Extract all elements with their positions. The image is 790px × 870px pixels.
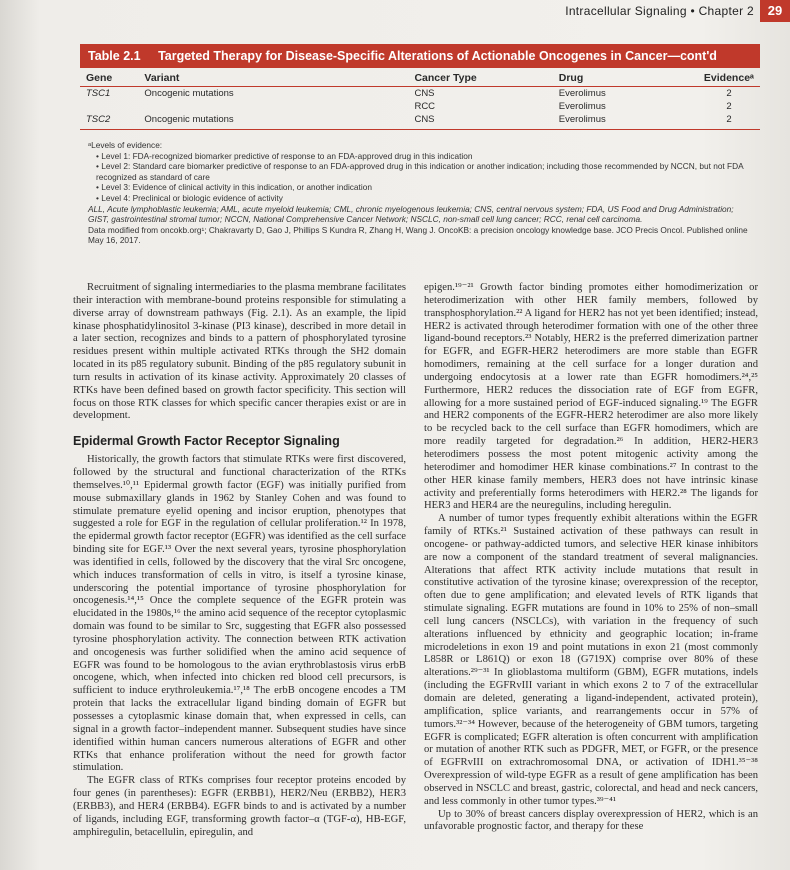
table-row — [80, 100, 760, 113]
left-text-column — [73, 282, 406, 839]
evidence-level-2: • Level 2: Standard care biomarker predictive of response to an FDA-approved drug in this indication or another indication; including those recommended by NCCN, but not FDA recognized as standard of care — [96, 161, 744, 182]
cell-variant: Oncogenic mutations — [144, 88, 234, 99]
table-footnotes — [88, 140, 754, 246]
table-number: Table 2.1 — [88, 49, 141, 63]
paragraph: epigen.¹⁹⁻²¹ Growth factor binding promotes either homodimerization or heterodimerization with other HER family members, followed by transphosphorylation.²² A ligand for HER2 has not yet been identified; instead, HER2 is activated through heterodimer formation with one of the other three ligand-bound receptors.²³ Notably, HER2 is the preferred dimerization partner for EGFR, and EGFR-HER2 heterodimers are more stable than EGFR homodimers, remaining at the cell surface for a longer duration and undergoing endocytosis at a lower rate than EGFR homodimers.²⁴,²⁵ Furthermore, HER2 reduces the dissociation rate of EGF from EGFR, allowing for a more sustained period of EGF-induced signaling.¹⁹ The EGFR and HER2 components of the EGFR-HER2 heterodimer are also more likely to be recycled back to the cell surface than EGFR homodimers, which are more readily targeted for degradation.²⁶ In addition, HER2-HER3 heterodimers possess the most potent mitogenic activity among the heterodimer and homodimer HER kinase combinations.²⁷ In contrast to the other HER kinase family members, HER3 does not have intrinsic kinase activity and preferentially forms heterodimers with HER2.²⁸ The ligands for HER3 and HER4 are the neuregulins, including heregulin. — [424, 282, 758, 512]
evidence-level-3: • Level 3: Evidence of clinical activity in this indication, or another indication — [96, 182, 372, 193]
col-evidence: Evidenceᵃ — [698, 68, 760, 87]
paragraph: Up to 30% of breast cancers display overexpression of HER2, which is an unfavorable prognostic factor, and therapy for these — [424, 808, 758, 833]
evidence-level-4: • Level 4: Preclinical or biologic evidence of activity — [96, 192, 283, 203]
table-header-row — [80, 68, 760, 87]
cell-evidence: 2 — [726, 101, 732, 112]
paragraph: A number of tumor types frequently exhibit alterations within the EGFR family of RTKs.²¹ Sustained activation of these pathways can result in oncogene- or pathway-addicted tumors, and selective HER kinase inhibitors are now a component of the standard treatment of several malignancies. Alterations that affect RTK activity include mutations that result in constitutive activation of the tyrosine kinase; overexpression of the receptor, often due to gene amplification; and elevated levels of RTK ligands that stimulate signaling. EGFR mutations are found in 10% to 25% of non–small cell lung cancers (NSCLCs), with variation in the frequency of such alterations influenced by ethnicity and geographic location; in-frame microdeletions in exon 19 and point mutations in exon 21 (most commonly L858R or L861Q) or exon 18 (G719X) comprise over 80% of these alterations.²⁹⁻³¹ In glioblastoma multiform (GBM), EGFR mutations, indels (including the EGFRvIII variant in which exons 2 to 7 of the extracellular domain are deleted, generating a ligand-independent, activated protein), amplification, splice variants, and rearrangements occur in 57% of tumors.³²⁻³⁴ However, because of the heterogeneity of GBM tumors, targeting EGFR is complicated; EGFR alteration is often concurrent with amplification or mutation of another RTK such as PDGFR, MET, or FGFR, or the presence of EGFRvIII on extrachromosomal DNA, or activation of IDH1.³⁵⁻³⁸ Overexpression of wild-type EGFR as a result of gene amplification has been observed in NSCLC and breast, gastric, colorectal, and head and neck cancers, and less commonly in other tumor types.³⁹⁻⁴¹ — [424, 513, 758, 807]
right-text-column — [424, 282, 758, 834]
cell-variant: Oncogenic mutations — [138, 113, 408, 130]
page-number: 29 — [760, 0, 790, 22]
cell-drug: Everolimus — [558, 88, 606, 99]
cell-gene — [80, 100, 138, 113]
cell-evidence: 2 — [698, 113, 760, 130]
oncogene-table — [80, 68, 760, 130]
table-row — [80, 87, 760, 101]
col-gene: Gene — [80, 68, 138, 87]
section-heading: Epidermal Growth Factor Receptor Signaling — [73, 434, 340, 449]
cell-cancer-type: RCC — [414, 101, 436, 112]
source-note: Data modified from oncokb.org¹; Chakravarty D, Gao J, Phillips S Kundra R, Zhang H, Wang J. OncoKB: a precision oncology knowledge base. JCO Precis Oncol. Published online May 16, 2017. — [88, 224, 748, 246]
cell-evidence: 2 — [726, 88, 732, 99]
col-variant: Variant — [138, 68, 408, 87]
evidence-level-1: • Level 1: FDA-recognized biomarker predictive of response to an FDA-approved drug in this indication — [96, 150, 473, 161]
col-cancer-type: Cancer Type — [408, 68, 552, 87]
cell-drug: Everolimus — [553, 113, 698, 130]
table-2-1 — [80, 44, 760, 130]
cell-cancer-type: CNS — [414, 88, 435, 99]
col-drug: Drug — [553, 68, 698, 87]
cell-gene: TSC1 — [86, 88, 111, 99]
table-row — [80, 113, 760, 130]
paragraph: Recruitment of signaling intermediaries to the plasma membrane facilitates their interaction with membrane-bound proteins responsible for stimulating a diverse array of downstream pathways (Fig. 2.1). As an example, the lipid kinase phosphatidylinositol 3-kinase (PI3 kinase), described in more detail in a later section, recognizes and binds to a pattern of phosphorylated tyrosine residues present within multiple activated RTKs through the SH2 domain located in its p85 regulatory subunit. Binding of the p85 regulatory subunit in turn results in activation of its kinase activity. Approximately 20 classes of RTKs have been defined based on growth factor specificity. This section will focus on those RTK classes for which specific cancer therapies exist or are in development. — [73, 282, 406, 422]
cell-cancer-type: CNS — [408, 113, 552, 130]
levels-heading: ᵃLevels of evidence: — [88, 140, 163, 150]
cell-gene: TSC2 — [80, 113, 138, 130]
running-head: Intracellular Signaling • Chapter 2 — [565, 4, 754, 18]
paragraph: The EGFR class of RTKs comprises four receptor proteins encoded by four genes (in parentheses): EGFR (ERBB1), HER2/Neu (ERBB2), HER3 (ERBB3), and HER4 (ERBB4). EGFR binds to and is activated by a number of ligands, including EGF, transforming growth factor–α (TGF-α), HB-EGF, amphiregulin, betacellulin, epiregulin, and — [73, 775, 406, 838]
table-title: Targeted Therapy for Disease-Specific Alterations of Actionable Oncogenes in Cancer—cont'd — [158, 49, 717, 63]
abbreviations-note: ALL, Acute lymphoblastic leukemia; AML, acute myeloid leukemia; CML, chronic myelogenous leukemia; CNS, central nervous system; FDA, US Food and Drug Administration; GIST, gastrointestinal stromal tumor; NCCN, National Comprehensive Cancer Network; NSCLC, non-small cell lung cancer; RCC, renal cell carcinoma. — [88, 203, 734, 225]
cell-variant — [138, 100, 408, 113]
table-title-bar — [80, 44, 760, 68]
paragraph: Historically, the growth factors that stimulate RTKs were first discovered, followed by the structural and functional characterization of the RTKs themselves.¹⁰,¹¹ Epidermal growth factor (EGF) was initially purified from mouse submaxillary glands in 1962 by Stanley Cohen and was found to stimulate premature eyelid opening and incisor eruption, phenotypes that suggested a role for EGF in the regulation of cellular proliferation.¹² In 1978, the epidermal growth factor receptor (EGFR) was identified as the cell surface binding site for EGF.¹³ Over the next several years, tyrosine phosphorylation was identified in cells, followed by the discovery that the viral Src oncogene, which induces transformation of cells in vitro, is itself a tyrosine kinase, underscoring the potential importance of tyrosine phosphorylation for oncogenesis.¹⁴,¹⁵ Once the complete sequence of the EGFR protein was elucidated in the 1980s,¹⁶ the amino acid sequence of the receptor cytoplasmic domain was found to be similar to Src, suggesting that EGFR also possessed tyrosine phosphorylation activity. The connection between RTK activation and oncogenesis was further solidified when the amino acid sequence of EGFR was found to be homologous to the avian erythroblastosis virus erbB oncogene, which, when infected into chicken red blood cell precursors, is sufficient to induce erythroleukemia.¹⁷,¹⁸ The erbB oncogene encodes a TM protein that lacks the extracellular ligand binding domain of EGFR but possesses a cytoplasmic kinase domain that, when expressed in cells, can signal in a growth factor–independent manner. Subsequent studies have since identified within human cancers numerous alterations of EGFR and other RTKs that enhance proliferation without the need for growth factor stimulation. — [73, 454, 406, 774]
cell-drug: Everolimus — [558, 101, 606, 112]
